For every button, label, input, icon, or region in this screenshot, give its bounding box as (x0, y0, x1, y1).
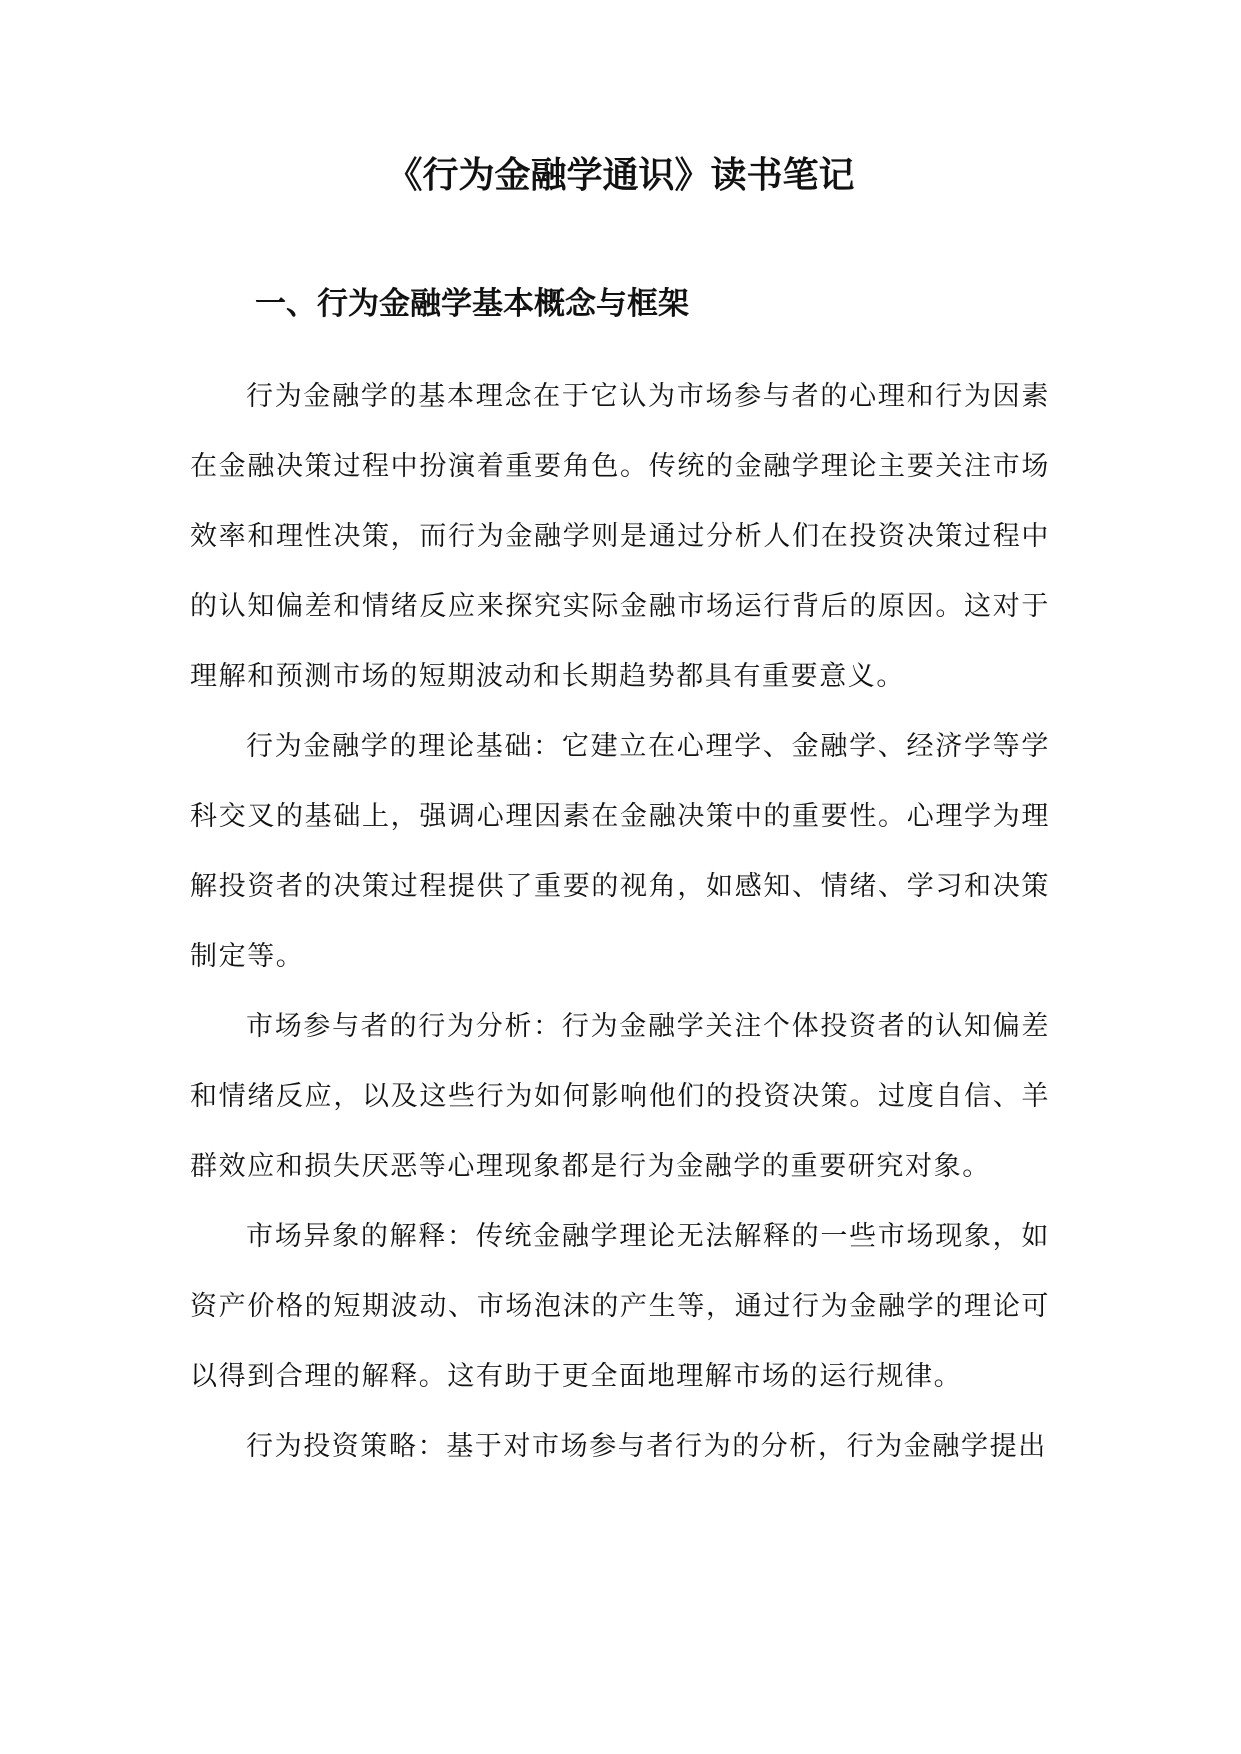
paragraph: 行为金融学的基本理念在于它认为市场参与者的心理和行为因素在金融决策过程中扮演着重要角色。传统的金融学理论主要关注市场效率和理性决策，而行为金融学则是通过分析人们在投资决策过程中的认知偏差和情绪反应来探究实际金融市场运行背后的原因。这对于理解和预测市场的短期波动和长期趋势都具有重要意义。 (190, 381, 1050, 692)
section-heading: 一、行为金融学基本概念与框架 (255, 286, 689, 322)
paragraph: 市场参与者的行为分析：行为金融学关注个体投资者的认知偏差和情绪反应，以及这些行为如何影响他们的投资决策。过度自信、羊群效应和损失厌恶等心理现象都是行为金融学的重要研究对象。 (190, 1011, 1050, 1182)
document-title: 《行为金融学通识》读书笔记 (386, 155, 855, 196)
paragraph: 市场异象的解释：传统金融学理论无法解释的一些市场现象，如资产价格的短期波动、市场泡沫的产生等，通过行为金融学的理论可以得到合理的解释。这有助于更全面地理解市场的运行规律。 (190, 1221, 1050, 1392)
section-body (190, 362, 1050, 1482)
paragraph: 行为金融学的理论基础：它建立在心理学、金融学、经济学等学科交叉的基础上，强调心理因素在金融决策中的重要性。心理学为理解投资者的决策过程提供了重要的视角，如感知、情绪、学习和决策制定等。 (190, 731, 1050, 972)
paragraph: 行为投资策略：基于对市场参与者行为的分析，行为金融学提出 (246, 1431, 1047, 1462)
